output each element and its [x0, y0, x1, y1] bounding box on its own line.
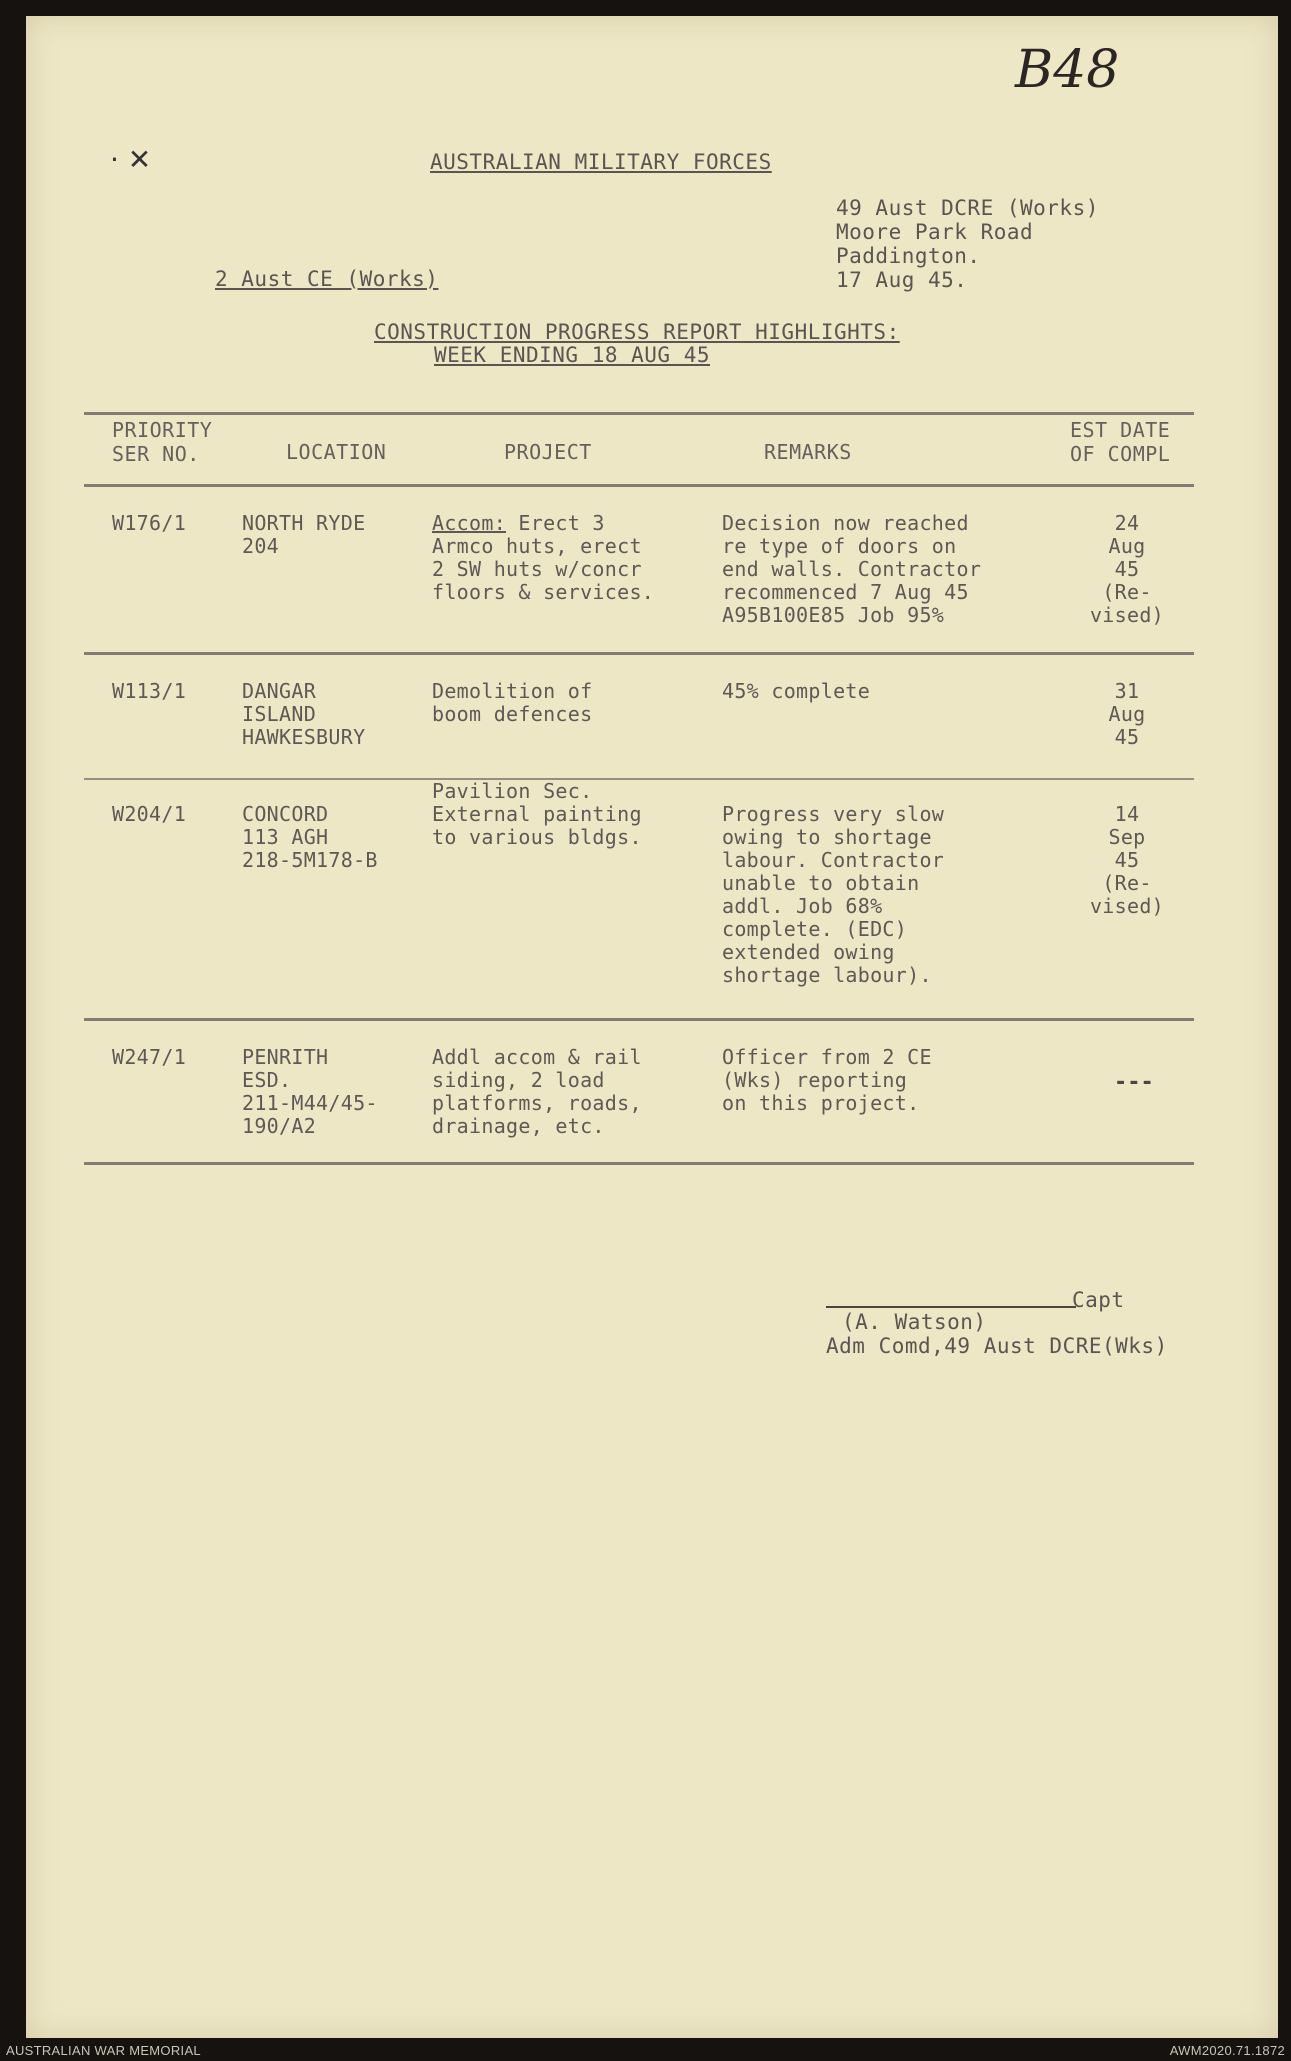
row-3-rule — [84, 1018, 1194, 1021]
row-1-project-prefix: Accom: — [432, 511, 507, 535]
row-1-ser-no: W176/1 — [112, 511, 187, 535]
punch-marks: · ✕ — [110, 143, 152, 176]
row-1-remarks: Decision now reached re type of doors on end walls. Contractor recommenced 7 Aug 45 A95B100E85 Job 95% — [722, 511, 982, 627]
row-1-location: NORTH RYDE 204 — [242, 511, 366, 558]
organisation-heading: AUSTRALIAN MILITARY FORCES — [430, 150, 772, 174]
row-3-est-date: 14 Sep 45 (Re- vised) — [1089, 802, 1165, 918]
table-bottom-rule — [84, 1162, 1194, 1165]
row-1-est-date: 24 Aug 45 (Re- vised) — [1089, 511, 1165, 627]
row-4-location: PENRITH ESD. 211-M44/45- 190/A2 — [242, 1045, 378, 1138]
header-project: PROJECT — [504, 440, 592, 464]
row-1-project — [432, 512, 654, 604]
row-4-est-date: --- — [1114, 1070, 1154, 1095]
signature-line — [826, 1306, 1076, 1308]
footer-archive-name: AUSTRALIAN WAR MEMORIAL — [6, 2043, 201, 2058]
header-priority: PRIORITY SER NO. — [112, 418, 213, 466]
header-remarks: REMARKS — [764, 440, 852, 464]
report-week: WEEK ENDING 18 AUG 45 — [434, 343, 711, 367]
row-3-ser-no: W204/1 — [112, 802, 187, 826]
row-4-project: Addl accom & rail siding, 2 load platforms, roads, drainage, etc. — [432, 1045, 642, 1138]
row-3-remarks: Progress very slow owing to shortage labour. Contractor unable to obtain addl. Job 68% complete. (EDC) extended owing shortage labour). — [722, 802, 945, 987]
sender-address: 49 Aust DCRE (Works) Moore Park Road Paddington. 17 Aug 45. — [836, 196, 1099, 292]
row-1-project-text: Erect 3 Armco huts, erect 2 SW huts w/concr floors & services. — [432, 511, 655, 604]
signatory-rank: Capt — [1072, 1288, 1125, 1312]
row-2-remarks: 45% complete — [722, 679, 871, 703]
header-location: LOCATION — [286, 440, 387, 464]
row-4-remarks: Officer from 2 CE (Wks) reporting on this project. — [722, 1045, 932, 1115]
footer-accession-number: AWM2020.71.1872 — [1169, 2043, 1285, 2058]
signatory-name: (A. Watson) — [842, 1310, 987, 1334]
header-rule — [84, 484, 1194, 487]
table-top-rule — [84, 412, 1194, 415]
row-1-rule — [84, 652, 1194, 655]
handwritten-reference: B48 — [1015, 40, 1120, 100]
row-4-ser-no: W247/1 — [112, 1045, 187, 1069]
row-2-location: DANGAR ISLAND HAWKESBURY — [242, 679, 366, 749]
row-3-project: Pavilion Sec. External painting to various bldgs. — [432, 779, 642, 849]
signatory-title: Adm Comd,49 Aust DCRE(Wks) — [826, 1334, 1168, 1358]
report-title: CONSTRUCTION PROGRESS REPORT HIGHLIGHTS: — [374, 320, 900, 344]
row-3-location: CONCORD 113 AGH 218-5M178-B — [242, 802, 378, 872]
row-2-ser-no: W113/1 — [112, 679, 187, 703]
row-2-est-date: 31 Aug 45 — [1108, 679, 1146, 749]
addressee: 2 Aust CE (Works) — [215, 267, 439, 291]
header-est-date: EST DATE OF COMPL — [1070, 418, 1171, 466]
row-2-project: Demolition of boom defences — [432, 679, 593, 726]
